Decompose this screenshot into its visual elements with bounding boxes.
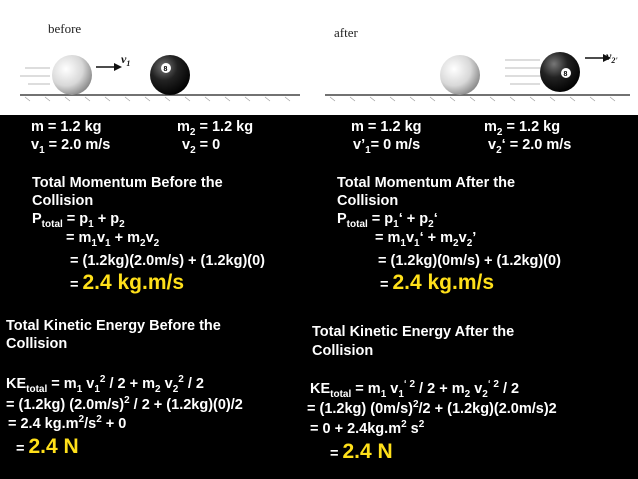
after-m2: $m_2 = 1.2$ kg <box>484 119 561 138</box>
before-ke-title-2: Collision <box>6 336 68 352</box>
before-ke-title-1: Total Kinetic Energy Before the <box>6 318 221 334</box>
after-ke-line1: $KE_{total} = m_1$ $v_1^{‘ 2} / 2 + m_2$ $v_2^{‘ 2} / 2$ <box>310 379 520 400</box>
cue-ball-before <box>52 55 92 95</box>
before-ke-line2: = (1.2kg) $(2.0m/s)^2 / 2 + (1.2kg)(0)/2$ <box>6 395 243 413</box>
after-momentum-title-1: Total Momentum After the <box>337 175 516 191</box>
after-ke-result: = 2.4 N <box>330 440 393 463</box>
after-p-total: $P_{total}$ = $p_1‘$ + $p_2‘$ <box>337 211 438 230</box>
v2-label: $v_{2'}$ <box>606 49 618 65</box>
after-ground-hatch <box>330 97 615 101</box>
eight-ball-number: 8 <box>163 66 168 73</box>
before-p-total: $P_{total} = p_1 + p_2$ <box>32 211 125 230</box>
v1-label: $v_1$ <box>121 52 131 68</box>
eight-ball-after <box>540 52 580 92</box>
after-ke-result-value: 2.4 N <box>342 440 393 463</box>
eight-ball-after-number: 8 <box>563 71 568 78</box>
before-momentum-title-2: Collision <box>32 193 94 209</box>
before-ke-line3: = 2.4 $kg.m^2/s^2 + 0$ <box>8 414 127 432</box>
after-p-result: = 2.4 kg.m/s <box>380 271 495 294</box>
after-label: after <box>334 25 358 40</box>
after-v2: $v_2‘ = 2.0$ m/s <box>488 137 572 156</box>
before-label: before <box>48 21 82 36</box>
cue-ball-after <box>440 55 480 95</box>
after-p-result-value: 2.4 kg.m/s <box>392 271 495 294</box>
before-p-line3: = (1.2kg)(2.0m/s) + (1.2kg)(0) <box>70 253 266 269</box>
after-v1: $v’_1= 0$ m/s <box>353 137 421 156</box>
before-m1: m = 1.2 kg <box>31 119 102 135</box>
before-ke-result-value: 2.4 N <box>28 435 79 458</box>
after-ke-title-2: Collision <box>312 343 374 359</box>
before-v1: $v_1 = 2.0$ m/s <box>31 137 111 156</box>
before-momentum-title-1: Total Momentum Before the <box>32 175 223 191</box>
before-p-result-value: 2.4 kg.m/s <box>82 271 185 294</box>
after-ke-line2: = (1.2kg) $(0m/s)^2/2 + (1.2kg)(2.0m/s)2$ <box>307 399 557 417</box>
before-ke-result: = 2.4 N <box>16 435 79 458</box>
after-p-line3: = (1.2kg)(0m/s) + (1.2kg)(0) <box>378 253 561 269</box>
after-p-line2: = $m_1v_1‘ + m_2v_2$’ <box>375 230 477 249</box>
before-ground-hatch <box>25 97 290 101</box>
eight-ball-before <box>150 55 190 95</box>
before-m2: $m_2 = 1.2$ kg <box>177 119 254 138</box>
before-ke-line1: $KE_{total} = m_1$ $v_1^2 / 2 + m_2$ $v_2^2 / 2$ <box>6 374 204 395</box>
after-m1: m = 1.2 kg <box>351 119 422 135</box>
motion-lines <box>20 68 50 84</box>
collision-illustration <box>0 0 638 115</box>
after-momentum-title-2: Collision <box>337 193 399 209</box>
after-ke-title-1: Total Kinetic Energy After the <box>312 324 515 340</box>
motion-lines-after <box>505 60 540 84</box>
collision-diagram <box>0 0 638 115</box>
before-p-line2: = $m_1v_1 + m_2v_2$ <box>66 230 160 249</box>
before-v2: $v_2 = 0$ <box>182 137 221 156</box>
before-p-result: = 2.4 kg.m/s <box>70 271 185 294</box>
after-ke-line3: = $0 + 2.4kg.m^2$ $s^2$ <box>310 419 425 437</box>
